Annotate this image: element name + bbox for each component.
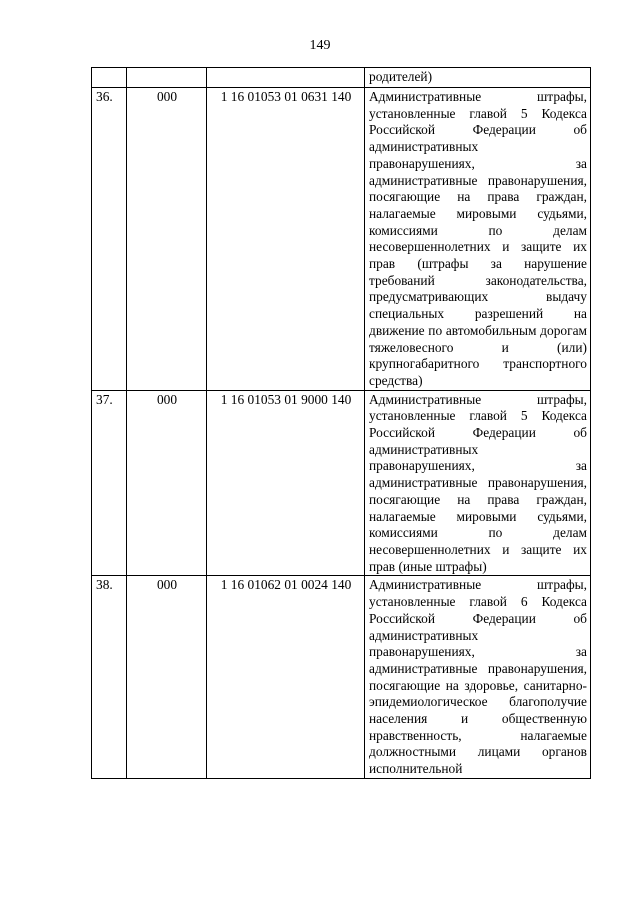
description-cell: родителей) — [365, 68, 591, 88]
admin-code-cell: 000 — [127, 390, 207, 576]
description-cell: Административные штрафы, установленные главой 5 Кодекса Российской Федерации об административных правонарушениях, за административные правонарушения, посягающие на права граждан, налагаемые мировыми судьями, комиссиями по делам несовершеннолетних и защите их прав (штрафы за нарушение требований законодательства, предусматривающих выдачу специальных разрешений на движение по автомобильным дорогам тяжеловесного и (или) крупногабаритного транспортного средства) — [365, 88, 591, 391]
table-row — [92, 390, 591, 576]
row-number-cell — [92, 68, 127, 88]
admin-code-cell — [127, 68, 207, 88]
description-cell: Административные штрафы, установленные главой 5 Кодекса Российской Федерации об административных правонарушениях, за административные правонарушения, посягающие на права граждан, налагаемые мировыми судьями, комиссиями по делам несовершеннолетних и защите их прав (иные штрафы) — [365, 390, 591, 576]
budget-code-cell: 1 16 01062 01 0024 140 — [207, 576, 365, 778]
page-number: 149 — [309, 38, 331, 53]
row-number-cell: 38. — [92, 576, 127, 778]
row-number-cell: 36. — [92, 88, 127, 391]
description-cell: Административные штрафы, установленные главой 6 Кодекса Российской Федерации об административных правонарушениях, за административные правонарушения, посягающие на здоровье, санитарно-эпидемиологическое благополучие населения и общественную нравственность, налагаемые должностными лицами органов исполнительной — [365, 576, 591, 778]
table-row — [92, 88, 591, 391]
budget-code-cell: 1 16 01053 01 9000 140 — [207, 390, 365, 576]
budget-code-cell: 1 16 01053 01 0631 140 — [207, 88, 365, 391]
table-row — [92, 68, 591, 88]
row-number-cell: 37. — [92, 390, 127, 576]
admin-code-cell: 000 — [127, 88, 207, 391]
budget-code-cell — [207, 68, 365, 88]
budget-codes-table — [91, 67, 591, 779]
admin-code-cell: 000 — [127, 576, 207, 778]
table-row — [92, 576, 591, 778]
